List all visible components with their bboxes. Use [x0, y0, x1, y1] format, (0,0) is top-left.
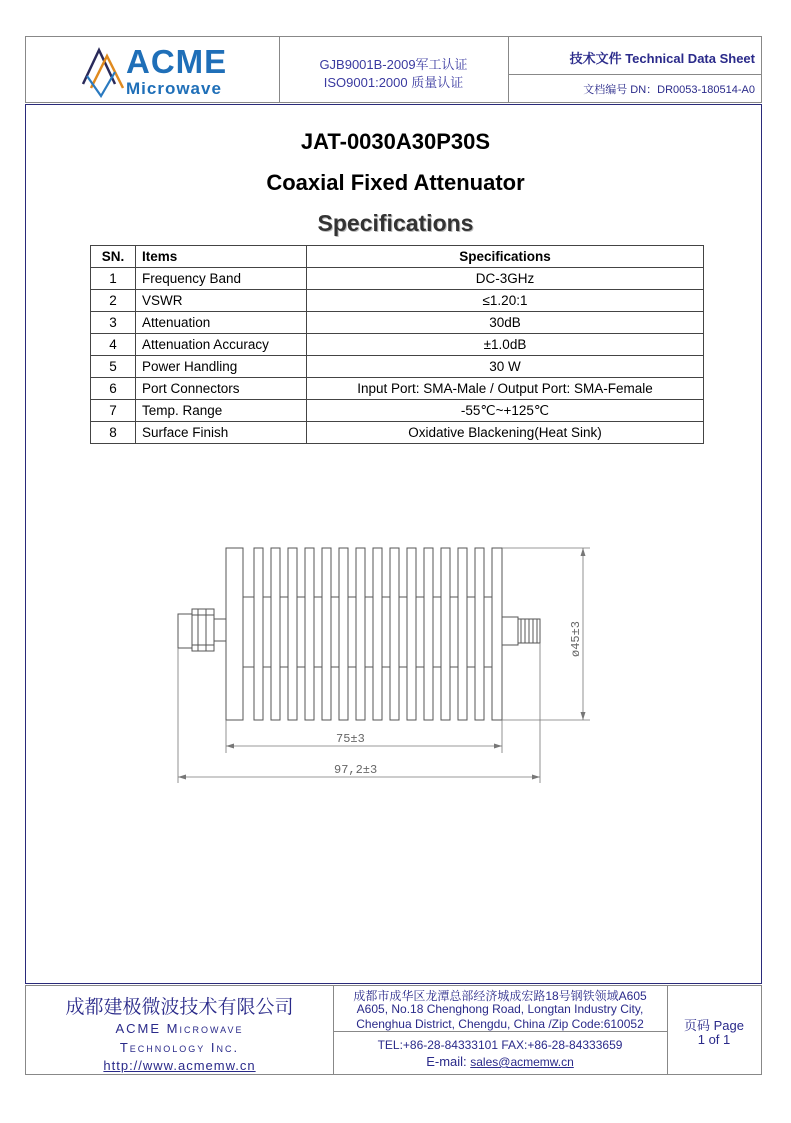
- row-spec: -55℃~+125℃: [307, 400, 704, 422]
- row-sn: 2: [91, 290, 136, 312]
- dim-diameter: ø45±3: [569, 620, 583, 657]
- heat-sink-body: [226, 548, 502, 720]
- logo-cell: [26, 37, 280, 102]
- page-value: 1 of 1: [697, 1032, 731, 1047]
- company-name-en-1: ACME Microwave: [115, 1021, 244, 1036]
- cert-iso: ISO9001:2000 质量认证: [323, 75, 464, 90]
- email-label: E-mail:: [426, 1054, 471, 1069]
- header-sn: SN.: [91, 246, 136, 268]
- row-sn: 4: [91, 334, 136, 356]
- row-item: Power Handling: [136, 356, 307, 378]
- row-sn: 6: [91, 378, 136, 400]
- row-sn: 1: [91, 268, 136, 290]
- row-item: Temp. Range: [136, 400, 307, 422]
- row-sn: 8: [91, 422, 136, 444]
- sma-male-connector-icon: [178, 609, 226, 651]
- cert-gjb: GJB9001B-2009军工认证: [319, 57, 468, 72]
- dim-body-length: 75±3: [336, 732, 365, 746]
- contact-cell: [333, 986, 668, 1074]
- header-items: Items: [136, 246, 307, 268]
- address-en-1: A605, No.18 Chenghong Road, Longtan Industry City,: [356, 1002, 644, 1016]
- row-item: Attenuation: [136, 312, 307, 334]
- attenuator-outline-drawing: [150, 535, 610, 795]
- specifications-heading: Specifications: [317, 210, 474, 236]
- row-spec: ≤1.20:1: [307, 290, 704, 312]
- dim-total-length: 97,2±3: [334, 763, 378, 777]
- table-row: [91, 290, 704, 312]
- table-row: [91, 378, 704, 400]
- page-cell: [667, 986, 761, 1074]
- logo-subtext: Microwave: [126, 79, 222, 98]
- doc-type: 技术文件 Technical Data Sheet: [569, 51, 755, 66]
- row-item: Surface Finish: [136, 422, 307, 444]
- row-spec: Oxidative Blackening(Heat Sink): [307, 422, 704, 444]
- table-header-row: [91, 246, 704, 268]
- table-row: [91, 268, 704, 290]
- company-name-cn: 成都建极微波技术有限公司: [65, 997, 294, 1018]
- row-sn: 7: [91, 400, 136, 422]
- doc-type-row: [508, 37, 761, 75]
- table-row: [91, 422, 704, 444]
- company-cell: [26, 986, 334, 1074]
- logo-text: ACME: [126, 43, 228, 80]
- document-header: [25, 36, 762, 103]
- row-item: VSWR: [136, 290, 307, 312]
- row-spec: 30dB: [307, 312, 704, 334]
- doc-info-cell: [508, 37, 761, 102]
- row-sn: 3: [91, 312, 136, 334]
- certification-cell: [279, 37, 509, 102]
- page-label: 页码 Page: [684, 1018, 744, 1033]
- company-name-en-2: Technology Inc.: [119, 1040, 240, 1055]
- website-link[interactable]: http://www.acmemw.cn: [103, 1058, 256, 1073]
- address-cn: 成都市成华区龙潭总部经济城成宏路18号钢铁领域A605: [353, 989, 647, 1003]
- table-row: [91, 334, 704, 356]
- table-row: [91, 400, 704, 422]
- email-line: [333, 1054, 667, 1069]
- table-row: [91, 312, 704, 334]
- address-en-2: Chenghua District, Chengdu, China /Zip Code:610052: [356, 1017, 644, 1031]
- document-footer: [25, 985, 762, 1075]
- row-item: Attenuation Accuracy: [136, 334, 307, 356]
- table-row: [91, 356, 704, 378]
- row-item: Frequency Band: [136, 268, 307, 290]
- row-spec: Input Port: SMA-Male / Output Port: SMA-Female: [307, 378, 704, 400]
- header-specifications: Specifications: [307, 246, 704, 268]
- part-number-title: JAT-0030A30P30S: [300, 129, 491, 154]
- sma-female-connector-icon: [502, 617, 540, 645]
- row-sn: 5: [91, 356, 136, 378]
- email-link[interactable]: sales@acmemw.cn: [470, 1055, 574, 1069]
- row-spec: 30 W: [307, 356, 704, 378]
- address-block: [333, 986, 667, 1032]
- tel-fax: TEL:+86-28-84333101 FAX:+86-28-84333659: [377, 1038, 623, 1052]
- product-title: Coaxial Fixed Attenuator: [266, 170, 525, 195]
- specifications-table: [90, 245, 704, 444]
- row-spec: ±1.0dB: [307, 334, 704, 356]
- doc-number: 文档编号 DN：DR0053-180514-A0: [583, 84, 755, 96]
- row-spec: DC-3GHz: [307, 268, 704, 290]
- row-item: Port Connectors: [136, 378, 307, 400]
